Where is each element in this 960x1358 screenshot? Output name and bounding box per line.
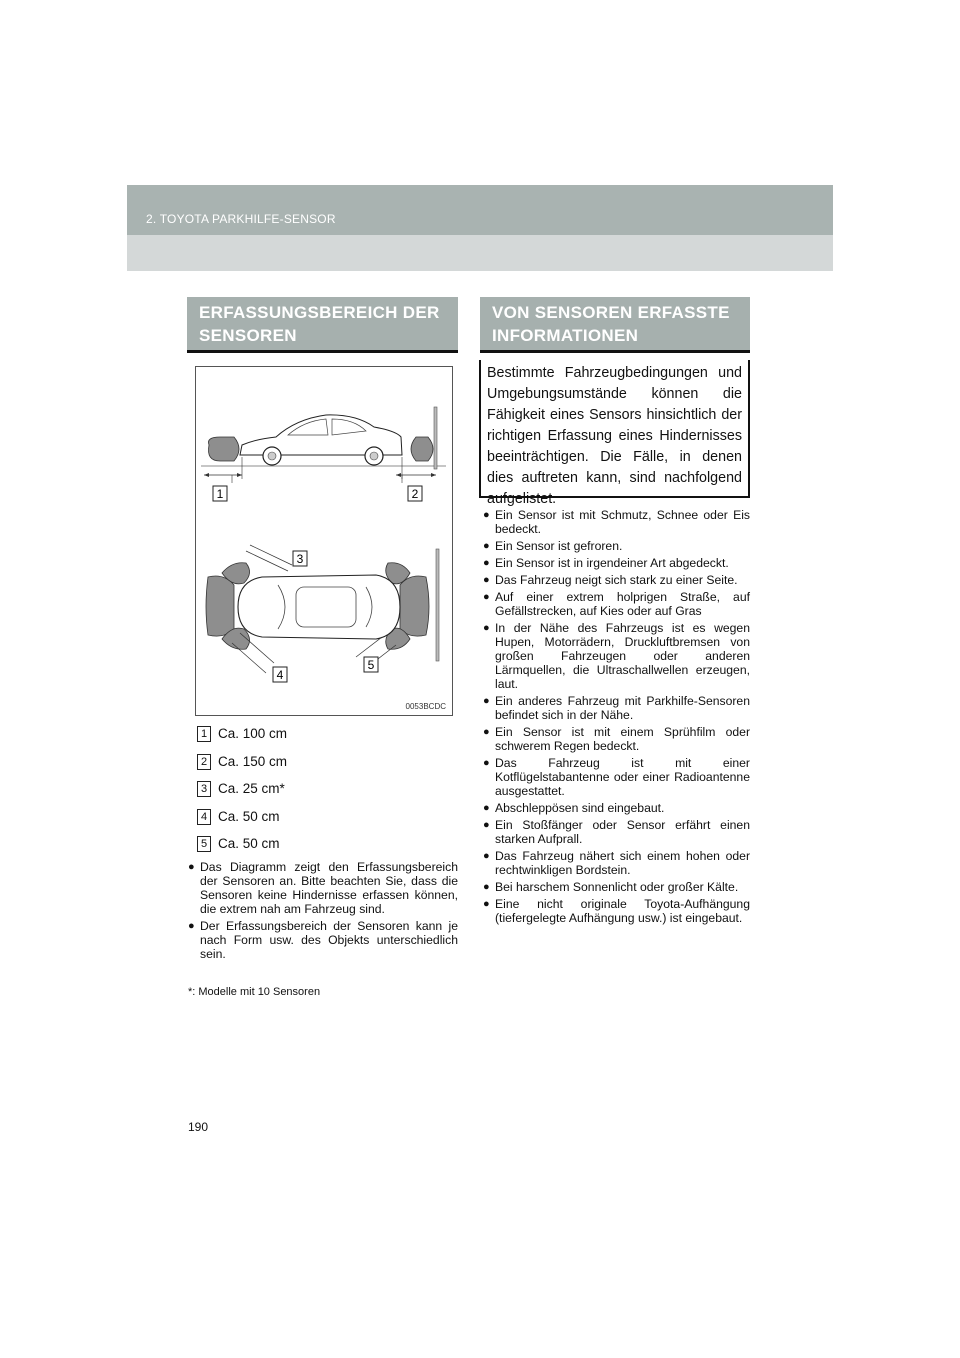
- bullet-dot-icon: ●: [483, 557, 490, 569]
- footnote: *: Modelle mit 10 Sensoren: [188, 986, 321, 998]
- rear-detection-zone: [411, 437, 433, 461]
- legend-text-5: Ca. 50 cm: [218, 836, 280, 851]
- list-item: ● Ein anderes Fahrzeug mit Parkhilfe-Sensoren befindet sich in der Nähe.: [483, 694, 750, 722]
- bullet-dot-icon: ●: [483, 591, 490, 603]
- list-item: ● Abschleppösen sind eingebaut.: [483, 801, 665, 815]
- bullet-dot-icon: ●: [483, 540, 490, 552]
- legend-text-2: Ca. 150 cm: [218, 753, 288, 769]
- label-5: 5: [367, 658, 375, 672]
- legend-number-1: 1: [197, 726, 211, 742]
- bullet-dot-icon: ●: [483, 898, 490, 910]
- legend-text-4: Ca. 50 cm: [218, 808, 280, 824]
- header-bar: [127, 185, 833, 235]
- page-number: 190: [188, 1120, 209, 1134]
- list-item: ● Ein Sensor ist mit Schmutz, Schnee oder Eis bedeckt.: [483, 508, 750, 536]
- bullet-dot-icon: ●: [483, 622, 490, 634]
- bullet-dot-icon: ●: [483, 757, 490, 769]
- bullet-dot-icon: ●: [483, 695, 490, 707]
- list-item: ● Das Fahrzeug nähert sich einem hohen oder rechtwinkligen Bordstein.: [483, 849, 750, 877]
- list-item: ● Der Erfassungsbereich der Sensoren kann je nach Form usw. des Objekts unterschiedlich sein.: [188, 919, 458, 961]
- bullet-dot-icon: ●: [483, 819, 490, 831]
- bullet-dot-icon: ●: [483, 574, 490, 586]
- wall-right-top: [434, 407, 437, 469]
- label-1: 1: [216, 487, 224, 501]
- legend-item-2: [197, 754, 457, 782]
- list-item: ● Auf einer extrem holprigen Straße, auf Gefällstrecken, auf Kies oder auf Gras: [483, 590, 750, 618]
- right-section-heading: VON SENSOREN ERFASSTE INFORMATIONEN: [480, 297, 750, 353]
- wall-right-bottom: [436, 549, 439, 661]
- legend-number-2: 2: [197, 754, 211, 770]
- legend-number-3: 3: [197, 781, 211, 797]
- legend-item-1: [197, 726, 457, 754]
- list-item: ● Das Diagramm zeigt den Erfassungsbereich der Sensoren an. Bitte beachten Sie, dass die Sensoren keine Hindernisse erfassen können, die extrem nah am Fahrzeug sind.: [188, 860, 458, 916]
- left-section-heading: ERFASSUNGSBEREICH DER SENSOREN: [187, 297, 458, 353]
- bullet-dot-icon: ●: [483, 726, 490, 738]
- front-detection-zone: [208, 437, 239, 461]
- bullet-dot-icon: ●: [188, 861, 195, 873]
- legend-item-3: [197, 781, 457, 809]
- car-roof: [296, 587, 356, 627]
- left-bullet-list: [188, 860, 458, 964]
- list-item: ● Eine nicht originale Toyota-Aufhängung (tiefergelegte Aufhängung usw.) ist eingebaut.: [483, 897, 750, 925]
- legend-item-4: [197, 809, 457, 837]
- label-4: 4: [276, 668, 284, 682]
- list-item: ● Ein Sensor ist gefroren.: [483, 539, 623, 553]
- legend-text-3: Ca. 25 cm*: [218, 781, 285, 796]
- label-2: 2: [411, 487, 419, 501]
- bullet-dot-icon: ●: [483, 850, 490, 862]
- bullet-dot-icon: ●: [188, 920, 195, 932]
- list-item: ● Ein Sensor ist mit einem Sprühfilm oder schwerem Regen bedeckt.: [483, 725, 750, 753]
- legend-number-5: 5: [197, 836, 211, 852]
- list-item: ● Das Fahrzeug ist mit einer Kotflügelstabantenne oder einer Radioantenne ausgestattet.: [483, 756, 750, 798]
- sensor-diagram-svg: [196, 367, 452, 715]
- sensor-range-diagram: [195, 366, 453, 716]
- list-item: ● In der Nähe des Fahrzeugs ist es wegen Hupen, Motorrädern, Druckluftbremsen von großen Fahrzeugen oder anderen Lärmquellen, die Ultraschallwellen erzeugen, laut.: [483, 621, 750, 691]
- figure-code: 0053BCDC: [405, 702, 446, 711]
- front-top-zone: [206, 576, 234, 636]
- legend-list: [197, 726, 457, 864]
- bullet-dot-icon: ●: [483, 881, 490, 893]
- list-item: ● Ein Sensor ist in irgendeiner Art abgedeckt.: [483, 556, 729, 570]
- bullet-dot-icon: ●: [483, 802, 490, 814]
- label-3: 3: [296, 552, 304, 566]
- list-item: ● Das Fahrzeug neigt sich stark zu einer Seite.: [483, 573, 738, 587]
- bullet-dot-icon: ●: [483, 509, 490, 521]
- legend-text-1: Ca. 100 cm: [218, 726, 288, 741]
- list-item: ● Ein Stoßfänger oder Sensor erfährt einen starken Aufprall.: [483, 818, 750, 846]
- section-title: 2. TOYOTA PARKHILFE-SENSOR: [146, 212, 336, 226]
- legend-number-4: 4: [197, 809, 211, 825]
- info-callout: Bestimmte Fahrzeugbedingungen und Umgebungsumstände können die Fähigkeit eines Sensors hinsichtlich der richtigen Erfassung eines Hindernisses beeinträchtigen. Die Fälle, in denen dies auftreten kann, sind nachfolgend aufgelistet.: [479, 360, 750, 498]
- right-bullet-list: [483, 508, 750, 928]
- rear-top-zone: [400, 576, 429, 636]
- list-item: ● Bei harschem Sonnenlicht oder großer Kälte.: [483, 880, 739, 894]
